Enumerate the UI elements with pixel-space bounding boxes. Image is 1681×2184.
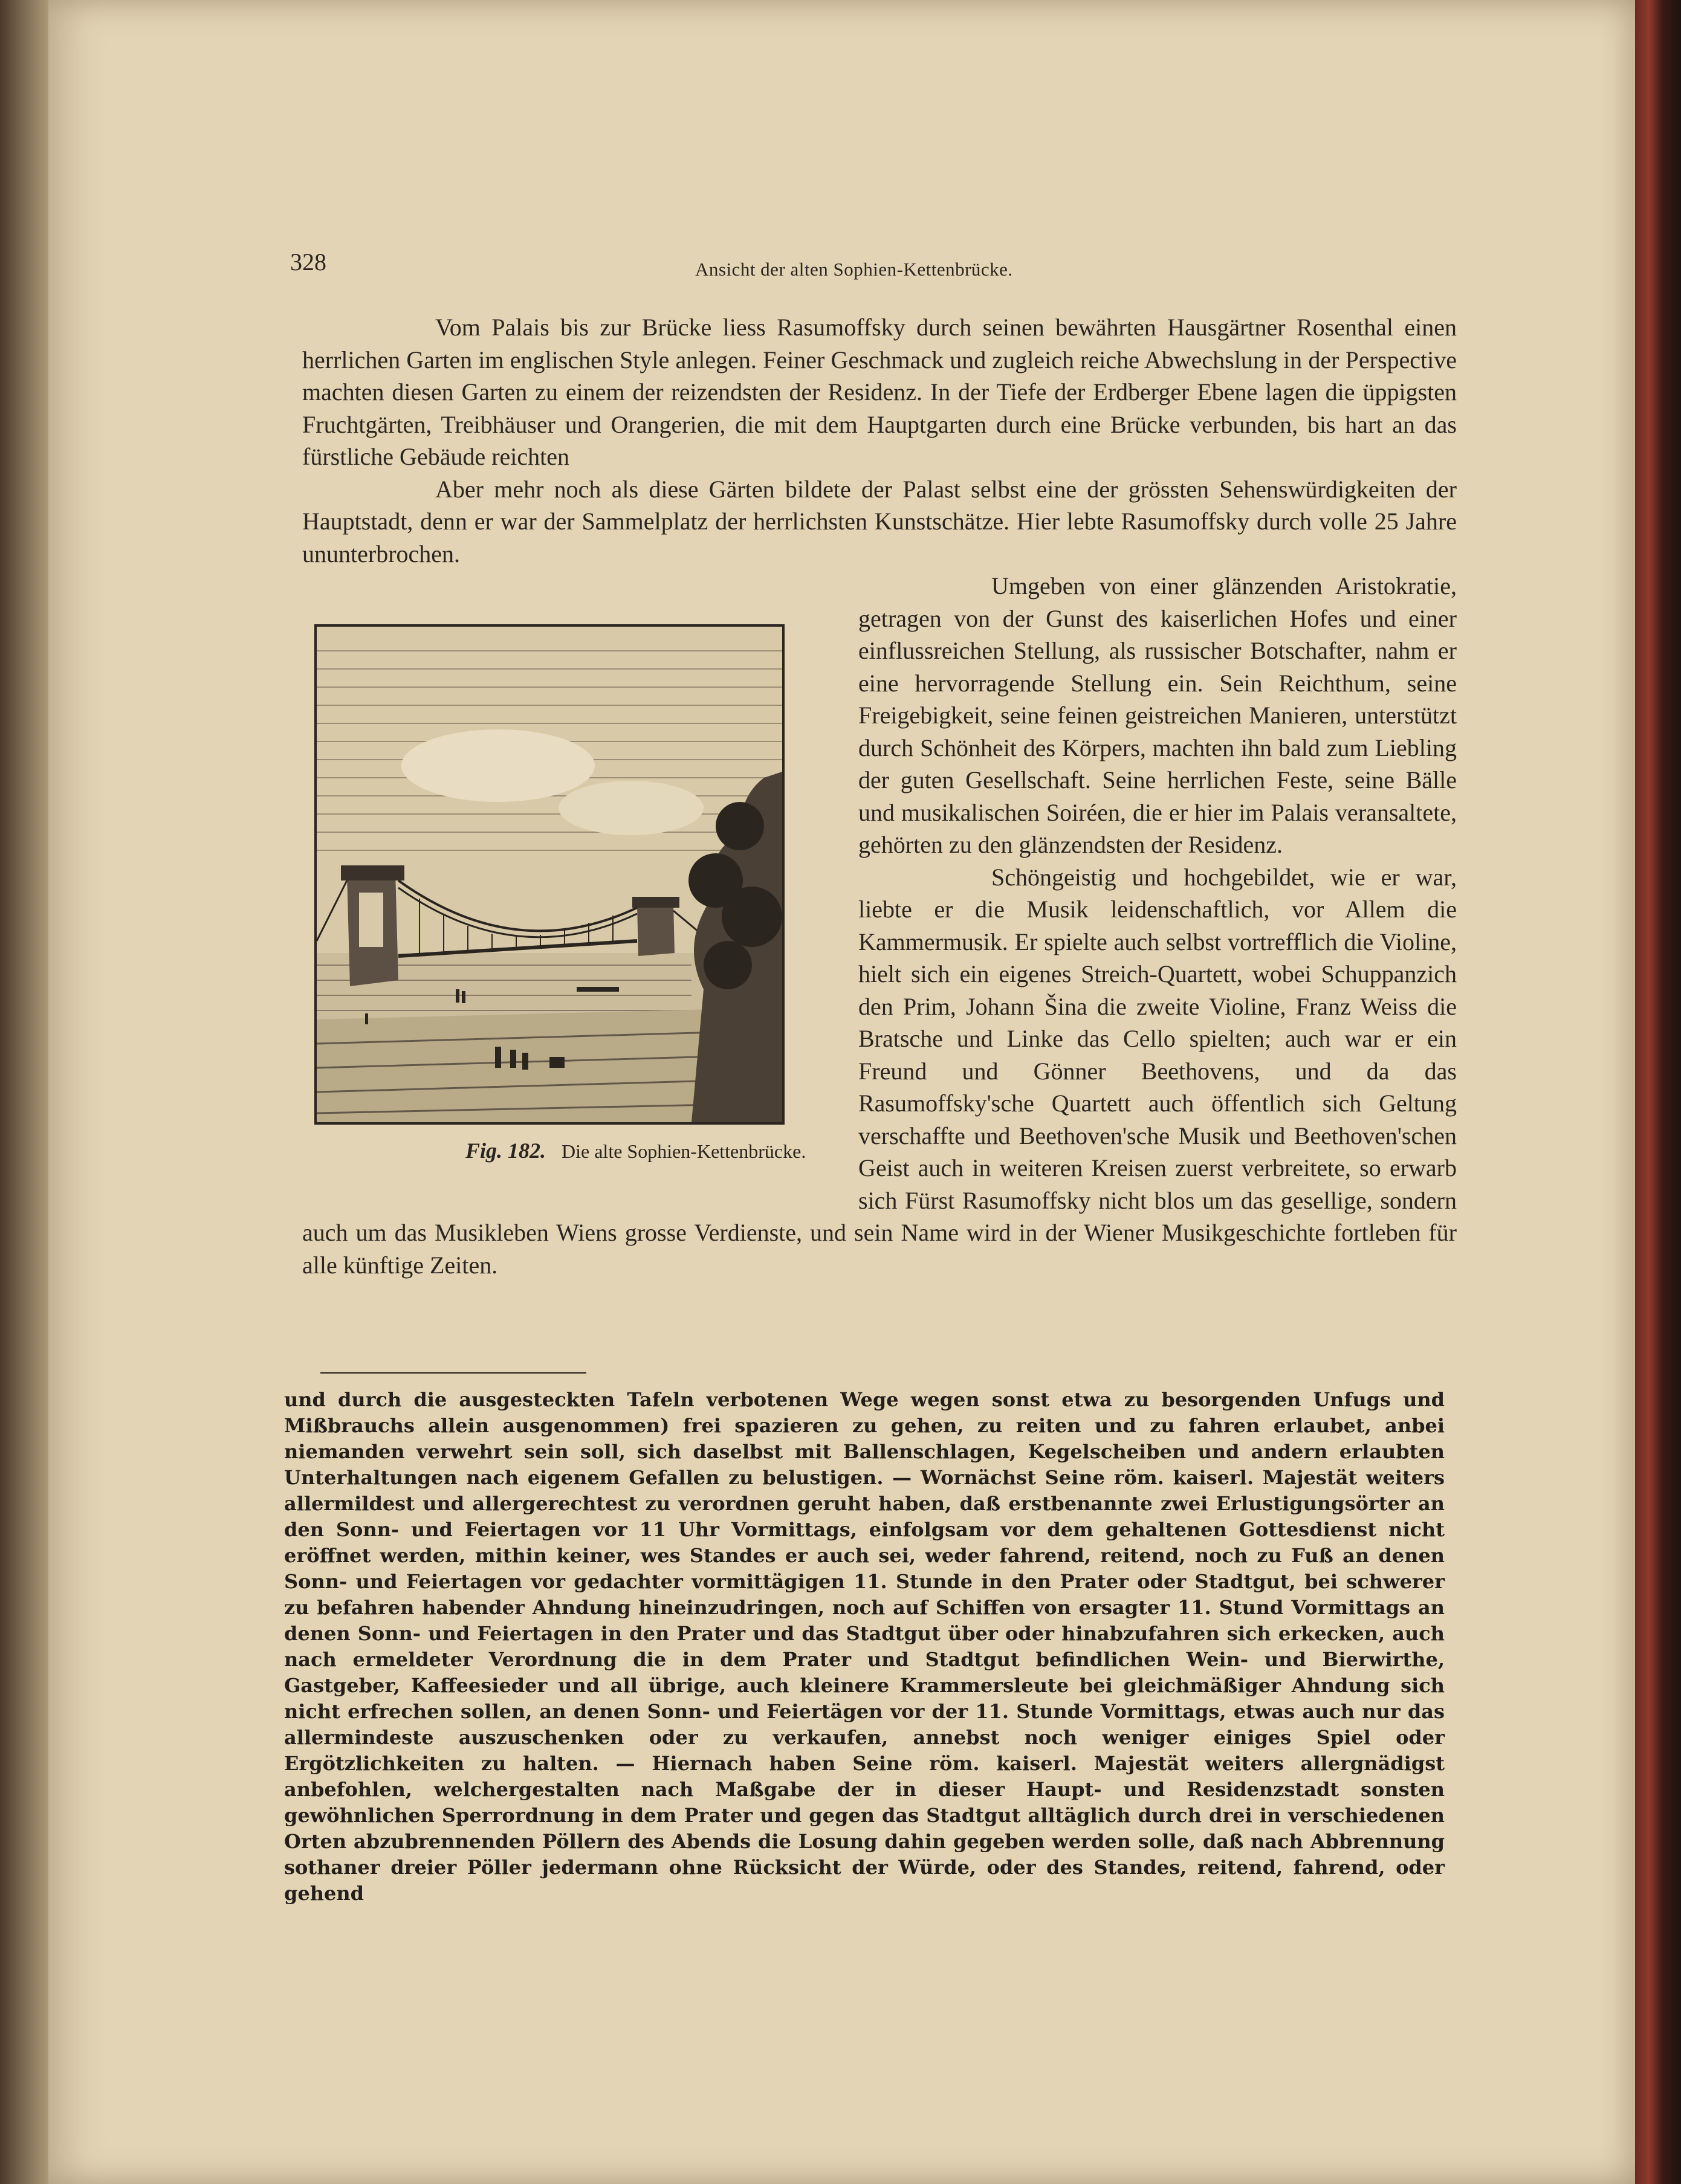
paragraph-garden: Vom Palais bis zur Brücke liess Rasumoffsky durch seinen bewährten Hausgärtner Rosenthal einen herrlichen Garten im englischen Style anlegen. Feiner Geschmack und zugleich reiche Abwechslung in der Perspective machten diesen Garten zu einem der reizendsten der Residenz. In der Tiefe der Erdberger Ebene lagen die üppigsten Fruchtgärten, Treibhäuser und Orangerien, die mit dem Hauptgarten durch eine Brücke verbunden, bis hart an das fürstliche Gebäude reichten [302, 314, 1457, 470]
page-number: 328 [290, 248, 326, 276]
figure [302, 570, 834, 1192]
paragraph-music: Schöngeistig und hochgebildet, wie er war, liebte er die Musik leidenschaftlich, vor Allem die Kammermusik. Er spielte auch selbst vortrefflich die Violine, hielt sich ein eigenes Streich-Quartett, wobei Schuppanzich den Prim, Johann Šina die zweite Violine, Franz Weiss die Bratsche und Linke das Cello spielten; auch war er ein Freund und Gönner Beethovens, und da das Rasumoffsky'sche Quartett auch öffentlich sich Geltung verschaffte und Beethoven'sche Musik und Beethoven'schen Geist auch in weiteren Kreisen zuerst verbreitete, so erwarb sich Fürst Rasumoffsky nicht blos um das gesellige, sondern auch um das Musikleben Wiens grosse Verdienste, und sein Name wird in der Wiener Musikgeschichte fortleben für alle künftige Zeiten. [302, 863, 1457, 1279]
book-edge [1635, 0, 1681, 2184]
running-title: Ansicht der alten Sophien-Kettenbrücke. [695, 259, 1013, 280]
main-text [302, 311, 1457, 1281]
book-binding [0, 0, 54, 2184]
figure-caption [332, 1135, 828, 1168]
paragraph-aristocracy-text: Umgeben von einer glänzenden Aristokratie, getragen von der Gunst des kaiserlichen Hofes und einer einflussreichen Stellung, als russischer Botschafter, nahm er eine hervorragende Stellung ein. Sein Reichthum, seine Freigebigkeit, seine feinen geistreichen Manieren, unterstützt durch Schönheit des Körpers, machten ihn bald zum Liebling der guten Gesellschaft. Seine herrlichen Feste, seine Bälle und musikalischen Soiréen, die er hier im Palais veransaltete, gehörten zu den glänzendsten der Residenz. [858, 572, 1457, 858]
figure-label: Fig. 182. [465, 1139, 546, 1163]
page-header [290, 248, 1396, 290]
bridge-engraving [317, 627, 782, 1122]
figure-image [314, 624, 785, 1125]
footnote-divider [320, 1372, 586, 1374]
figure-caption-text: Die alte Sophien-Kettenbrücke. [562, 1140, 806, 1162]
paragraph-palace: Aber mehr noch als diese Gärten bildete der Palast selbst eine der grössten Sehenswürdigkeiten der Hauptstadt, denn er war der Sammelplatz der herrlichsten Kunstschätze. Hier lebte Rasumoffsky durch volle 25 Jahre ununterbrochen. [302, 475, 1457, 567]
footnote-text: und durch die ausgesteckten Tafeln verbotenen Wege wegen sonst etwa zu besorgenden Unfugs und Mißbrauchs allein ausgenommen) frei spazieren zu gehen, zu reiten und zu fahren erlaubet, anbei niemanden verwehrt sein soll, sich daselbst mit Ballenschlagen, Kegelscheiben und andern erlaubten Unterhaltungen nach eigenem Gefallen zu belustigen. — Wornächst Seine röm. kaiserl. Majestät weiters allermildest und allergerechtest zu verordnen geruht haben, daß erstbenannte zwei Erlustigungsörter an den Sonn- und Feiertagen vor 11 Uhr Vormittags, einfolgsam vor dem gehaltenen Gottesdienst nicht eröffnet werden, mithin keiner, wes Standes er auch sei, weder fahrend, reitend, noch zu Fuß an denen Sonn- und Feiertagen vor gedachter vormittägigen 11. Stunde in den Prater oder Stadtgut, bei schwerer zu befahren habender Ahndung hineinzudringen, noch auf Schiffen von ersagter 11. Stund Vormittags an denen Sonn- und Feiertagen in den Prater und das Stadtgut über oder hinabzufahren sich erkecken, auch nach ermeldeter Verordnung die in dem Prater und Stadtgut befindlichen Wein- und Bierwirthe, Gastgeber, Kaffeesieder und all übrige, auch kleinere Krammersleute bei gleichmäßiger Ahndung sich nicht erfrechen sollen, an denen Sonn- und Feiertägen vor der 11. Stunde Vormittags, etwas auch nur das allermindeste auszuschenken oder zu verkaufen, annebst noch weniger einiges Spiel oder Ergötzlichkeiten zu halten. — Hiernach haben Seine röm. kaiserl. Majestät weiters allergnädigst anbefohlen, welchergestalten nach Maßgabe der in dieser Haupt- und Residenzstadt sonsten gewöhnlichen Sperrordnung in dem Prater und gegen das Stadtgut alltäglich durch drei in verschiedenen Orten abzubrennenden Pöllern des Abends die Losung dahin gegeben werden solle, daß nach Abbrennung sothaner dreier Pöller jedermann ohne Rücksicht der Würde, oder des Standes, reitend, fahrend, oder gehend [284, 1388, 1445, 1905]
footnote [284, 1387, 1445, 1907]
